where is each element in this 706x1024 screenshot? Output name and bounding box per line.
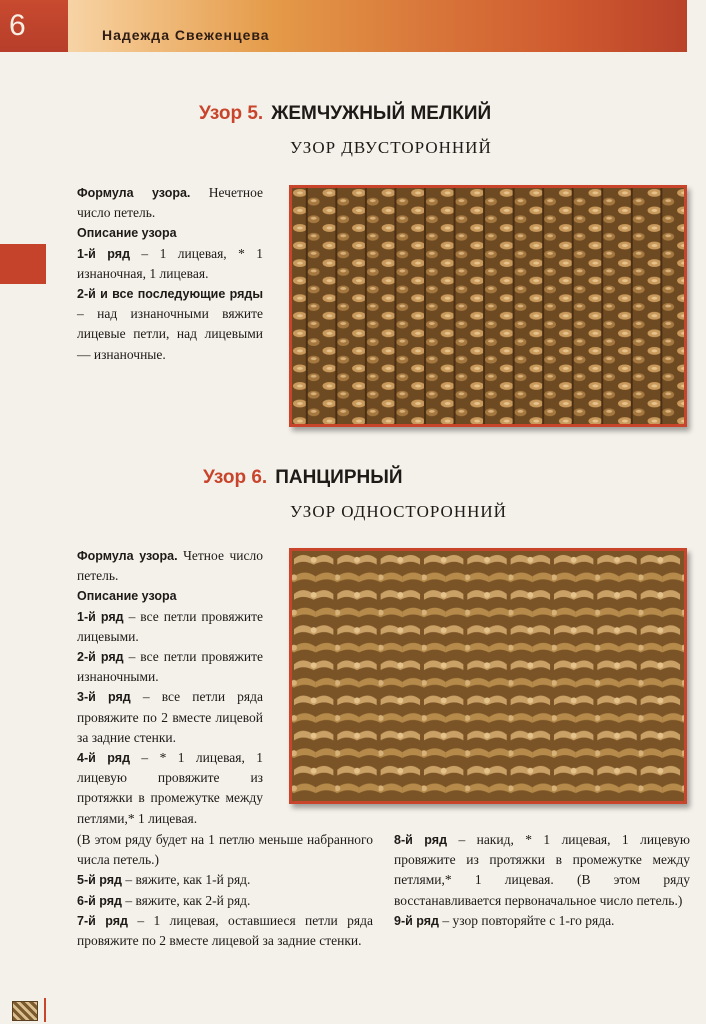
pattern6-desc-label: Описание узора <box>77 589 177 604</box>
pattern6-note: (В этом ряду будет на 1 петлю меньше набранного числа петель.) <box>77 832 373 868</box>
pattern5-text <box>77 183 263 365</box>
pattern6-text-col1 <box>77 546 263 829</box>
pattern5-photo <box>289 185 687 427</box>
pattern6-row: 2-й ряд – все петли провяжите изнаночными. <box>77 649 263 685</box>
pattern5-row: 1-й ряд – 1 лицевая, * 1 изнаночная, 1 лицевая. <box>77 245 263 281</box>
pattern6-row: 1-й ряд – все петли провяжите лицевыми. <box>77 608 263 644</box>
yarn-ornament-icon <box>12 1001 38 1021</box>
author-name: Надежда Свеженцева <box>102 27 270 43</box>
pattern5-subtitle: УЗОР ДВУСТОРОННИЙ <box>290 138 492 157</box>
page-number: 6 <box>0 0 68 52</box>
pattern5-desc-label: Описание узора <box>77 226 177 241</box>
side-tab-marker <box>0 244 46 284</box>
pattern5-heading <box>199 103 491 125</box>
pattern5-row: 2-й и все последующие ряды – над изнаночными вяжите лицевые петли, над лицевыми — изнаночные. <box>77 287 263 362</box>
pattern6-row: 5-й ряд – вяжите, как 1-й ряд. <box>77 872 251 888</box>
pattern5-name: ЖЕМЧУЖНЫЙ МЕЛКИЙ <box>271 103 492 124</box>
pattern6-text-col2 <box>394 830 690 931</box>
armor-stitch-image <box>292 551 684 801</box>
pattern6-row: 7-й ряд – 1 лицевая, оставшиеся петли ряда провяжите по 2 вместе лицевой за задние стенки. <box>77 912 373 949</box>
pattern6-photo <box>289 548 687 804</box>
header-band <box>0 0 687 52</box>
seed-stitch-image <box>292 188 684 424</box>
pattern5-number: Узор 5. <box>199 103 264 124</box>
pattern6-row: 3-й ряд – все петли ряда провяжите по 2 вместе лицевой за задние стенки. <box>77 689 263 745</box>
pattern6-subtitle: УЗОР ОДНОСТОРОННИЙ <box>290 502 507 521</box>
pattern6-formula: Формула узора. Четное число петель. <box>77 548 263 584</box>
pattern6-number: Узор 6. <box>203 467 268 488</box>
pattern6-row: 4-й ряд – * 1 лицевая, 1 лицевую провяжите из протяжки в промежутке между петлями,* 1 лицевая. <box>77 750 263 826</box>
pattern6-text-col1-bottom <box>77 830 373 951</box>
pattern6-row: 6-й ряд – вяжите, как 2-й ряд. <box>77 892 251 908</box>
pattern6-row: 9-й ряд – узор повторяйте с 1-го ряда. <box>394 912 615 928</box>
footer-divider <box>44 998 46 1022</box>
pattern6-row: 8-й ряд – накид, * 1 лицевая, 1 лицевую провяжите из протяжки в промежутке между петлями,* 1 лицевая. (В этом ряду восстанавливается первоначальное число петель.) <box>394 832 691 908</box>
pattern6-heading <box>203 467 402 489</box>
pattern6-name: ПАНЦИРНЫЙ <box>275 467 403 488</box>
pattern5-formula: Формула узора. Нечетное число петель. <box>77 185 263 221</box>
